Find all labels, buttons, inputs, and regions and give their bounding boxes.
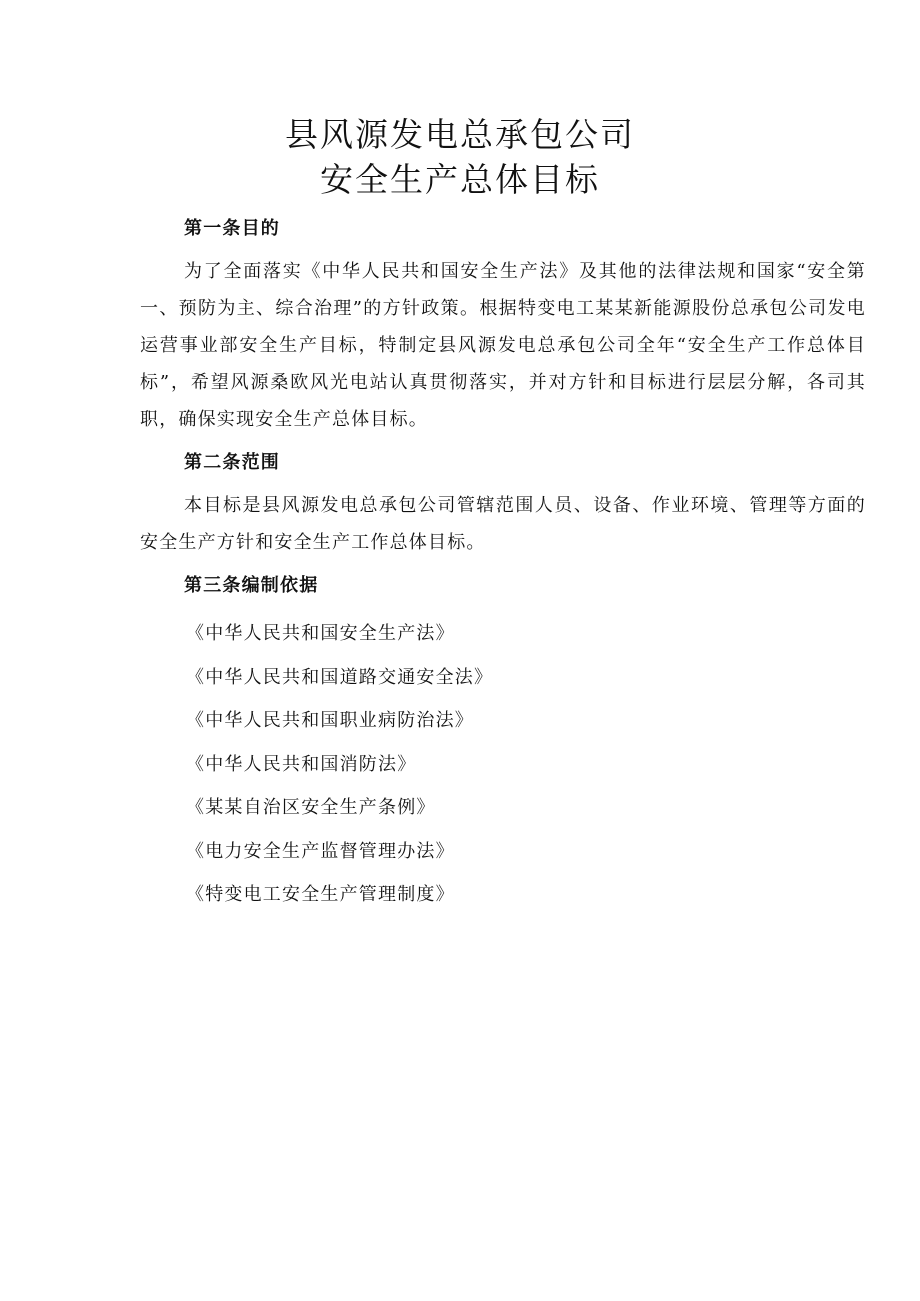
section-heading-scope: 第二条范围	[184, 452, 280, 473]
list-item: 《某某自治区安全生产条例》	[186, 797, 436, 818]
document-body	[140, 210, 866, 917]
list-item: 《特变电工安全生产管理制度》	[186, 884, 455, 905]
list-item: 《中华人民共和国安全生产法》	[186, 623, 455, 644]
law-list	[140, 612, 866, 917]
list-item: 《中华人民共和国道路交通安全法》	[186, 666, 494, 688]
section-body-purpose: 为了全面落实《中华人民共和国安全生产法》及其他的法律法规和国家“安全第一、预防为主、综合治理”的方针政策。根据特变电工某某新能源股份总承包公司发电运营事业部安全生产目标，特制定县风源发电总承包公司全年“安全生产工作总体目标”，希望风源桑欧风光电站认真贯彻落实，并对方针和目标进行层层分解，各司其职，确保实现安全生产总体目标。	[140, 261, 866, 430]
document-title-line1: 县风源发电总承包公司	[285, 115, 635, 154]
section-body-scope: 本目标是县风源发电总承包公司管辖范围人员、设备、作业环境、管理等方面的安全生产方针和安全生产工作总体目标。	[140, 495, 866, 553]
section-heading-purpose: 第一条目的	[184, 218, 280, 239]
list-item: 《中华人民共和国职业病防治法》	[186, 710, 474, 731]
list-item: 《中华人民共和国消防法》	[186, 753, 417, 775]
document-title-line2: 安全生产总体目标	[320, 160, 600, 199]
section-heading-basis: 第三条编制依据	[184, 575, 319, 596]
list-item: 《电力安全生产监督管理办法》	[186, 840, 455, 862]
